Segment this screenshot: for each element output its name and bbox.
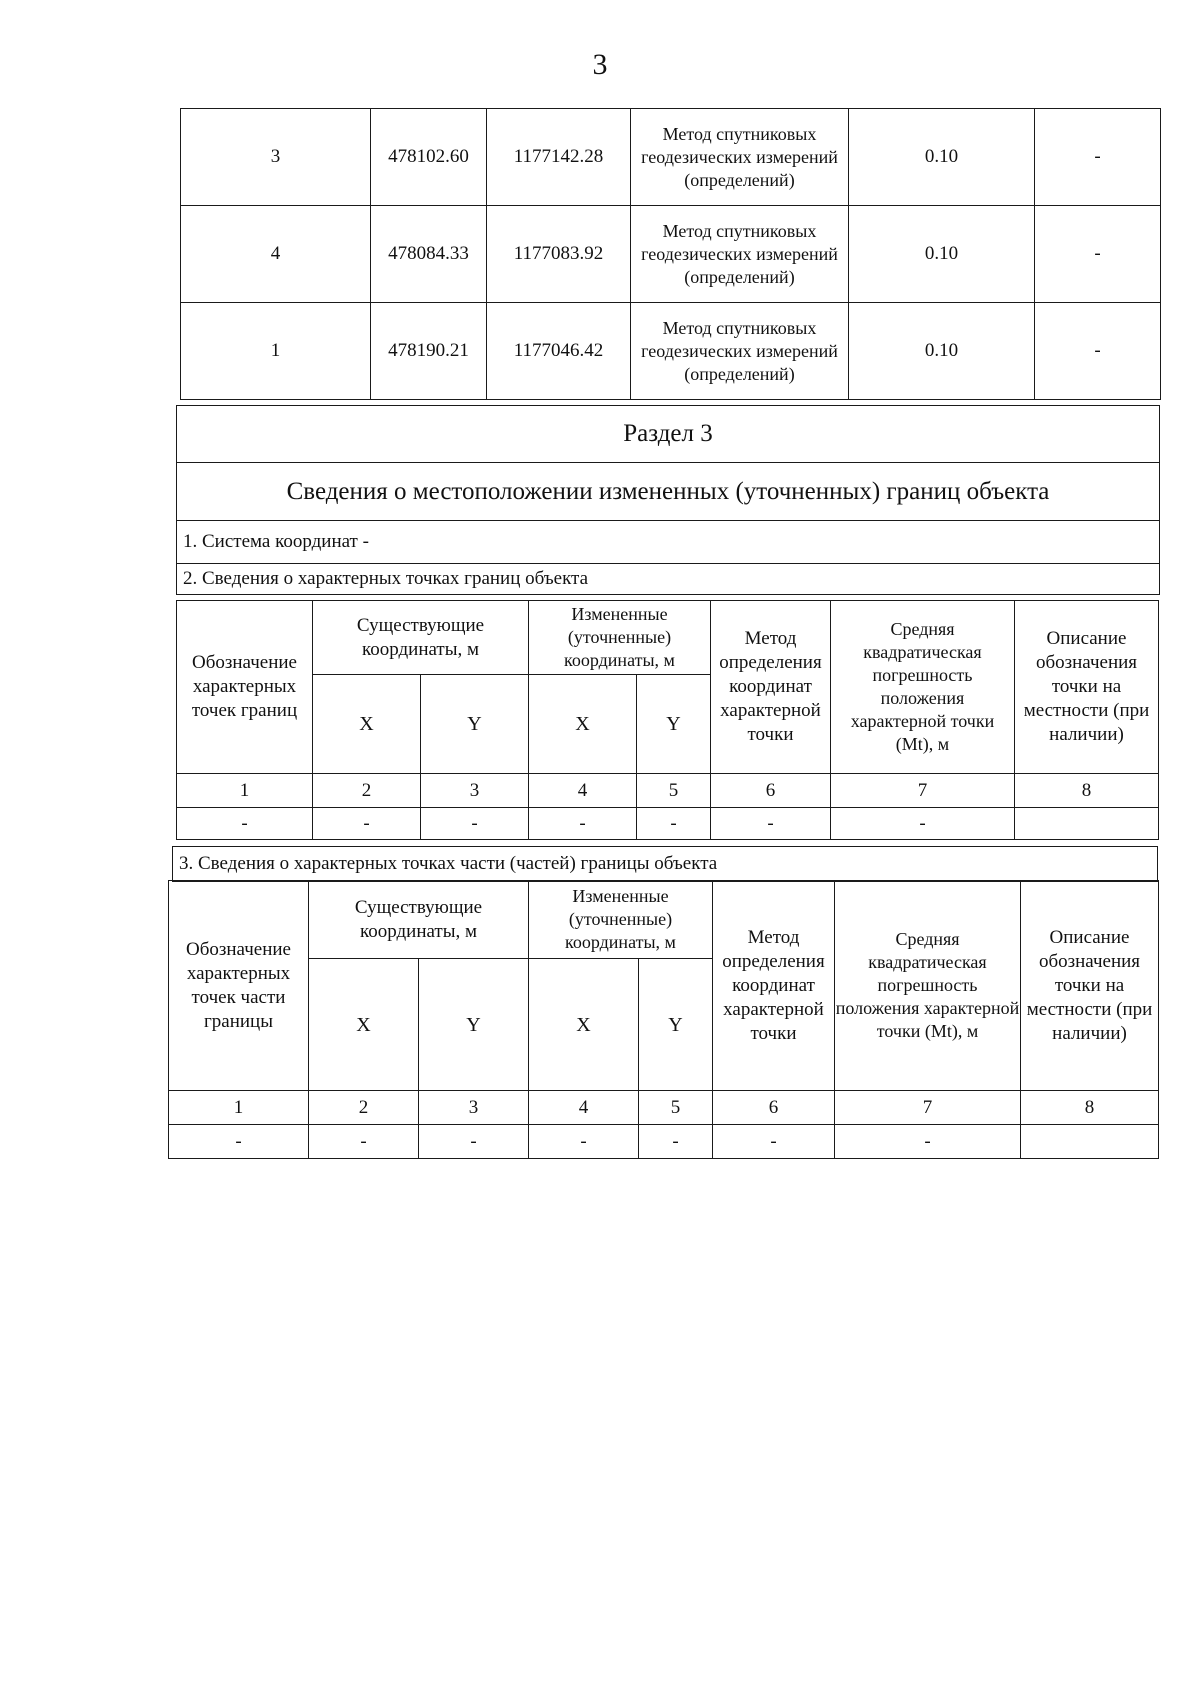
- column-number: 3: [421, 774, 529, 808]
- cell: -: [169, 1125, 309, 1159]
- column-number: 6: [711, 774, 831, 808]
- page-number: 3: [592, 48, 608, 81]
- coord-y: 1177083.92: [487, 206, 631, 303]
- header-x: X: [529, 675, 637, 774]
- part-points-heading: 3. Сведения о характерных точках части (частей) границы объекта: [173, 847, 1158, 882]
- point-number: 3: [181, 109, 371, 206]
- header-existing-coords: Существующие координаты, м: [313, 601, 529, 675]
- method-cell: Метод спутниковых геодезических измерений (определений): [631, 303, 849, 400]
- header-existing-coords: Существующие координаты, м: [309, 881, 529, 959]
- method-cell: Метод спутниковых геодезических измерений (определений): [631, 109, 849, 206]
- accuracy-cell: 0.10: [849, 303, 1035, 400]
- point-number: 1: [181, 303, 371, 400]
- header-x: X: [313, 675, 421, 774]
- header-changed-coords: Измененные (уточненные) координаты, м: [529, 881, 713, 959]
- table-row: [177, 808, 1159, 840]
- column-number: 1: [169, 1091, 309, 1125]
- point-number: 4: [181, 206, 371, 303]
- cell: -: [711, 808, 831, 840]
- coord-y: 1177142.28: [487, 109, 631, 206]
- table-row: [181, 303, 1161, 400]
- header-description: Описание обозначения точки на местности (при наличии): [1015, 601, 1159, 774]
- cell: -: [713, 1125, 835, 1159]
- header-row: [169, 881, 1159, 959]
- header-y: Y: [639, 959, 713, 1091]
- column-number: 6: [713, 1091, 835, 1125]
- cell: -: [835, 1125, 1021, 1159]
- column-number-row: [177, 774, 1159, 808]
- cell: -: [309, 1125, 419, 1159]
- header-row: [177, 601, 1159, 675]
- accuracy-cell: 0.10: [849, 109, 1035, 206]
- table-row: [181, 109, 1161, 206]
- coord-x: 478102.60: [371, 109, 487, 206]
- cell: -: [529, 808, 637, 840]
- cell: -: [313, 808, 421, 840]
- description-cell: -: [1035, 206, 1161, 303]
- header-accuracy: Средняя квадратическая погрешность положения характерной точки (Mt), м: [831, 601, 1015, 774]
- section-header-table: [176, 405, 1160, 595]
- column-number: 8: [1021, 1091, 1159, 1125]
- cell: [1021, 1125, 1159, 1159]
- column-number: 8: [1015, 774, 1159, 808]
- header-designation: Обозначение характерных точек границ: [177, 601, 313, 774]
- column-number: 4: [529, 1091, 639, 1125]
- part-boundary-points-table: [168, 880, 1159, 1159]
- cell: -: [421, 808, 529, 840]
- header-y: Y: [637, 675, 711, 774]
- header-y: Y: [421, 675, 529, 774]
- coordinate-system-line: 1. Система координат -: [177, 521, 1160, 564]
- column-number: 3: [419, 1091, 529, 1125]
- column-number: 4: [529, 774, 637, 808]
- cell: -: [639, 1125, 713, 1159]
- header-method: Метод определения координат характерной точки: [713, 881, 835, 1091]
- accuracy-cell: 0.10: [849, 206, 1035, 303]
- coord-x: 478084.33: [371, 206, 487, 303]
- header-y: Y: [419, 959, 529, 1091]
- column-number: 1: [177, 774, 313, 808]
- header-designation: Обозначение характерных точек части границы: [169, 881, 309, 1091]
- column-number: 7: [831, 774, 1015, 808]
- header-method: Метод определения координат характерной точки: [711, 601, 831, 774]
- header-accuracy: Средняя квадратическая погрешность положения характерной точки (Mt), м: [835, 881, 1021, 1091]
- section-subtitle: Сведения о местоположении измененных (уточненных) границ объекта: [177, 463, 1160, 521]
- boundary-points-table: [176, 600, 1159, 840]
- coord-x: 478190.21: [371, 303, 487, 400]
- cell: [1015, 808, 1159, 840]
- header-x: X: [529, 959, 639, 1091]
- cell: -: [831, 808, 1015, 840]
- description-cell: -: [1035, 303, 1161, 400]
- cell: -: [529, 1125, 639, 1159]
- column-number: 2: [313, 774, 421, 808]
- method-cell: Метод спутниковых геодезических измерений (определений): [631, 206, 849, 303]
- header-description: Описание обозначения точки на местности (при наличии): [1021, 881, 1159, 1091]
- column-number: 2: [309, 1091, 419, 1125]
- header-changed-coords: Измененные (уточненные) координаты, м: [529, 601, 711, 675]
- table-row: [181, 206, 1161, 303]
- column-number: 5: [637, 774, 711, 808]
- description-cell: -: [1035, 109, 1161, 206]
- column-number-row: [169, 1091, 1159, 1125]
- table-row: [169, 1125, 1159, 1159]
- column-number: 7: [835, 1091, 1021, 1125]
- points-continuation-table: [180, 108, 1161, 400]
- header-x: X: [309, 959, 419, 1091]
- part-points-heading-table: [172, 846, 1158, 882]
- cell: -: [637, 808, 711, 840]
- coord-y: 1177046.42: [487, 303, 631, 400]
- points-heading: 2. Сведения о характерных точках границ объекта: [177, 564, 1160, 595]
- cell: -: [419, 1125, 529, 1159]
- column-number: 5: [639, 1091, 713, 1125]
- cell: -: [177, 808, 313, 840]
- section-title: Раздел 3: [177, 406, 1160, 463]
